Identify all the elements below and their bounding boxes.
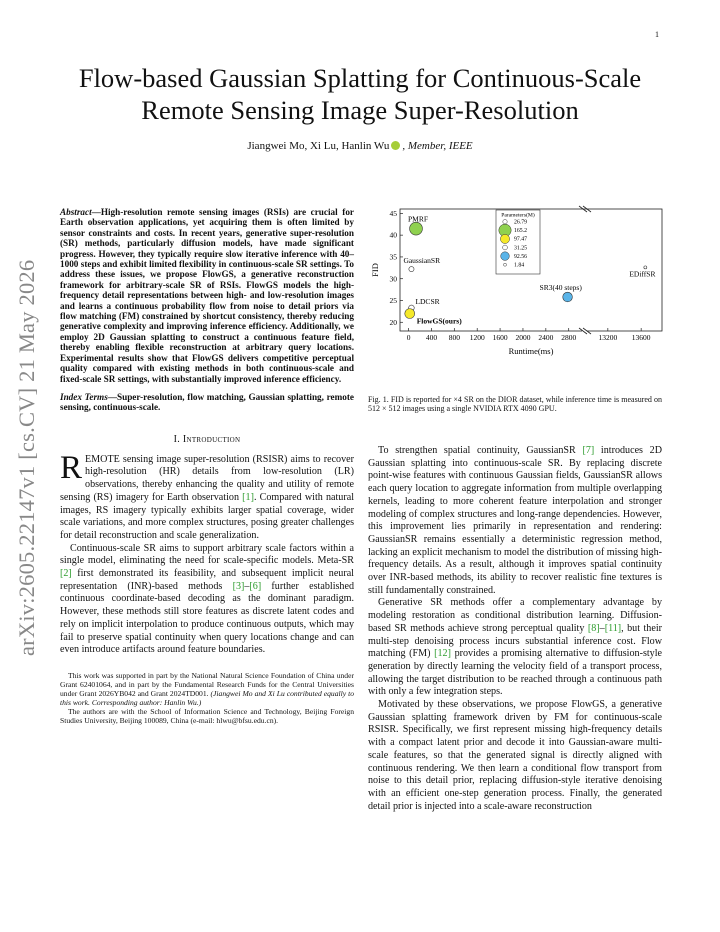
y-axis-ticks <box>390 209 404 327</box>
arxiv-stamp: arXiv:2605.22147v1 [cs.CV] 21 May 2026 <box>14 259 39 656</box>
abstract <box>60 207 354 384</box>
point-label: LDCSR <box>415 296 440 306</box>
intro-p2-a: Continuous-scale SR aims to support arbitrary scale factors within a single model, eliminating the need for scale-specific models. Meta-SR <box>60 542 354 567</box>
intro-paragraph-1 <box>60 449 354 543</box>
left-column <box>60 207 354 726</box>
citation-link[interactable]: [6] <box>249 580 262 592</box>
citation-link[interactable]: [1] <box>242 491 254 503</box>
authors <box>40 140 680 152</box>
figure-caption: Fig. 1. FID is reported for ×4 SR on the DIOR dataset, while inference time is measured on 512 × 512 images using a single NVIDIA RTX 4090 GPU. <box>368 395 662 414</box>
index-terms-text: Super-resolution, flow matching, Gaussian splatting, remote sensing, continuous-scale. <box>60 391 354 413</box>
right-column <box>368 445 662 813</box>
legend-entry: 92.56 <box>514 253 528 260</box>
y-tick-label: 35 <box>389 252 397 262</box>
x-axis-ticks <box>407 328 651 342</box>
intro-p4-a: Generative SR methods offer a complementary advantage by modeling restoration as conditional distribution learning. Diffusion-based SR methods achieve strong perceptual quality <box>368 597 662 634</box>
intro-paragraph-5: Motivated by these observations, we propose FlowGS, a generative Gaussian splatting framework driven by FM for continuous-scale RSISR. Specifically, we first represent missing high-frequency details with a compact latent prior and decode it into Gaussian-aware multi-scale features, so that the generated signal is directly aligned with continuous rendering. We then learn a conditional flow transport from noise to this detail prior, replacing diffusion-style iterative denoising with an efficient one-step generation process. Finally, the generated detail prior is injected into a scale-aware reconstruction <box>368 699 662 812</box>
title-line-2: Remote Sensing Image Super-Resolution <box>141 95 579 125</box>
footnote-contribution: (Jiangwei Mo and Xi Lu contributed equally to this work. Corresponding author: Hanlin Wu.) <box>60 689 354 708</box>
index-terms-label: Index Terms <box>60 391 108 402</box>
citation-link[interactable]: [11] <box>604 622 622 634</box>
x-tick-label: 2800 <box>561 333 577 342</box>
footnote-affiliation: The authors are with the School of Information Science and Technology, Beijing Foreign Studies University, Beijing 100089, China (e-mail: hlwu@bfsu.edu.cn). <box>60 707 354 726</box>
x-tick-label: 1600 <box>492 333 508 342</box>
citation-link[interactable]: [7] <box>582 445 595 456</box>
legend-entry: 26.79 <box>514 219 528 226</box>
author-names: Jiangwei Mo, Xi Lu, Hanlin Wu <box>247 140 390 152</box>
intro-p4-b: , but their multi-step denoising process incurs substantial inference cost. Flow matching (FM) <box>368 622 662 660</box>
y-tick-label: 45 <box>389 208 397 218</box>
page-number: 1 <box>655 30 659 39</box>
intro-p4-c: provides a promising alternative to diffusion-style generation by directly learning the velocity field of a transport process, allowing the target distribution to be reached through a continuous path with only a few integration steps. <box>368 648 663 698</box>
scatter-point <box>410 222 423 235</box>
orcid-icon[interactable] <box>391 141 400 150</box>
x-tick-label: 400 <box>425 333 438 342</box>
point-label: GaussianSR <box>403 256 441 266</box>
legend-swatch <box>503 220 507 224</box>
intro-p1-text: EMOTE sensing image super-resolution (RSISR) aims to recover high-resolution (HR) details from low-resolution (LR) observations, thereby enhancing the quality and utility of remote sensing (RS) imagery for Earth observation <box>60 453 354 503</box>
y-tick-label: 30 <box>389 274 397 284</box>
point-label: EDiffSR <box>629 269 656 279</box>
x-tick-label: 13600 <box>631 333 651 342</box>
x-tick-label: 2000 <box>515 333 531 342</box>
citation-range-dash: – <box>244 580 250 592</box>
scatter-point <box>405 309 415 319</box>
citation-range-dash: – <box>599 622 605 634</box>
intro-p2-c: further established continuous coordinate-based decoding as the dominant paradigm. However, these methods still store features as discrete latent codes and rely on implicit interpolation to produce continuous outputs, which may fail to preserve spatial continuity when query locations change and can even introduce artifacts around feature boundaries. <box>60 580 354 656</box>
citation-link[interactable]: [2] <box>60 568 72 580</box>
author-member: , Member, IEEE <box>402 140 473 152</box>
drop-cap: R <box>60 449 83 486</box>
title-line-1: Flow-based Gaussian Splatting for Continuous-Scale <box>78 63 642 93</box>
x-tick-label: 0 <box>406 333 411 342</box>
footnote <box>60 671 354 726</box>
legend-swatch <box>504 263 507 266</box>
legend-entry: 1.84 <box>514 262 525 269</box>
point-label: PMRF <box>408 214 429 224</box>
intro-p1-end: . Compared with natural images, RS imagery typically exhibits larger spatial coverage, wider scale variations, and more complex structures, posing greater challenges for detail reconstruction and scale generalization. <box>60 491 354 541</box>
y-tick-label: 20 <box>389 317 397 327</box>
intro-paragraph-3 <box>368 445 662 597</box>
legend-swatch <box>500 234 509 243</box>
y-axis-label: FID <box>370 263 380 277</box>
footnote-funding-text: This work was supported in part by the National Natural Science Foundation of China under Grant 62401064, and in part by the Fundamental Research Funds for the Central Universities under Grant 2026YB042 and Grant 2024TD001. <box>60 670 354 699</box>
point-label: FlowGS(ours) <box>416 316 462 326</box>
citation-link[interactable]: [12] <box>434 648 451 660</box>
abstract-text: High-resolution remote sensing images (RSIs) are crucial for Earth observation applications, yet acquiring them is often limited by sensor constraints and costs. In recent years, generative super-resolution (SR) methods, particularly diffusion models, have made significant progress. However, they typically require slow iterative inference with 40–1000 steps and exhibit limited flexibility in continuous-scale SR settings. To address these issues, we propose FlowGS, a generative reconstruction framework for arbitrary-scale SR of RSIs. FlowGS models the high-frequency detail representations between high- and low-resolution images and learns a continuous probability flow from noise to detail priors via flow matching (FM) constrained by shortcut consistency, thereby reducing generative complexity and improving inference efficiency. Additionally, we employ 2D Gaussian splatting to construct a continuous feature field, thereby enabling flexible reconstruction at arbitrary query locations. Experimental results show that FlowGS delivers competitive perceptual quality compared with existing methods in both continuous-scale and fixed-scale SR settings, with substantially improved inference efficiency. <box>60 207 354 384</box>
abstract-dash: — <box>91 207 101 217</box>
intro-paragraph-4 <box>368 597 662 699</box>
scatter-point <box>409 267 414 272</box>
intro-p3-a: To strengthen spatial continuity, GaussianSR <box>378 445 583 456</box>
legend-entry: 165.2 <box>514 228 528 235</box>
intro-p2-b: first demonstrated its feasibility, and subsequent implicit neural representation (INR)-based methods <box>60 568 354 592</box>
legend-title: Parameters(M) <box>501 212 535 219</box>
intro-p3-b: introduces 2D Gaussian splatting into continuous-scale SR. By replacing discrete point-wise features with continuous Gaussian fields, GaussianSR allows each query location to aggregate information from multiple overlapping kernels, leading to more coherent feature interpolation and stronger modeling of complex structures and long-range dependencies. However, this improvement lies primarily in representation and rendering: GaussianSR remains essentially a deterministic regression method, lacking an explicit mechanism to model the distribution of missing high-frequency details. As a result, although it improves spatial continuity over INR-based methods, its ability to recover realistic fine textures is still fundamentally constrained. <box>368 445 662 596</box>
x-tick-label: 1200 <box>469 333 485 342</box>
intro-paragraph-2 <box>60 543 354 657</box>
scatter-point <box>563 292 573 302</box>
legend-entry: 97.47 <box>514 236 528 243</box>
legend-swatch <box>503 245 508 250</box>
footnote-funding <box>60 671 354 707</box>
x-tick-label: 800 <box>448 333 460 342</box>
y-tick-label: 40 <box>389 230 397 240</box>
x-axis-label: Runtime(ms) <box>508 346 554 356</box>
paper-title <box>40 62 680 126</box>
point-label: SR3(40 steps) <box>539 283 582 293</box>
citation-link[interactable]: [3] <box>232 580 245 592</box>
section-numeral: I. <box>173 433 183 445</box>
y-tick-label: 25 <box>389 296 397 306</box>
citation-link[interactable]: [8] <box>587 622 600 634</box>
index-terms <box>60 392 354 413</box>
section-title: Introduction <box>182 433 241 445</box>
index-terms-dash: — <box>107 391 117 402</box>
section-heading-introduction <box>60 434 354 445</box>
intro-body-left <box>60 449 354 657</box>
abstract-label: Abstract <box>60 207 92 217</box>
x-tick-label: 13200 <box>598 333 618 342</box>
x-tick-label: 2400 <box>538 333 554 342</box>
axis-break-mark <box>579 206 591 334</box>
legend-swatch <box>501 252 510 261</box>
chart-legend <box>496 210 540 274</box>
legend-entry: 31.25 <box>514 245 528 252</box>
